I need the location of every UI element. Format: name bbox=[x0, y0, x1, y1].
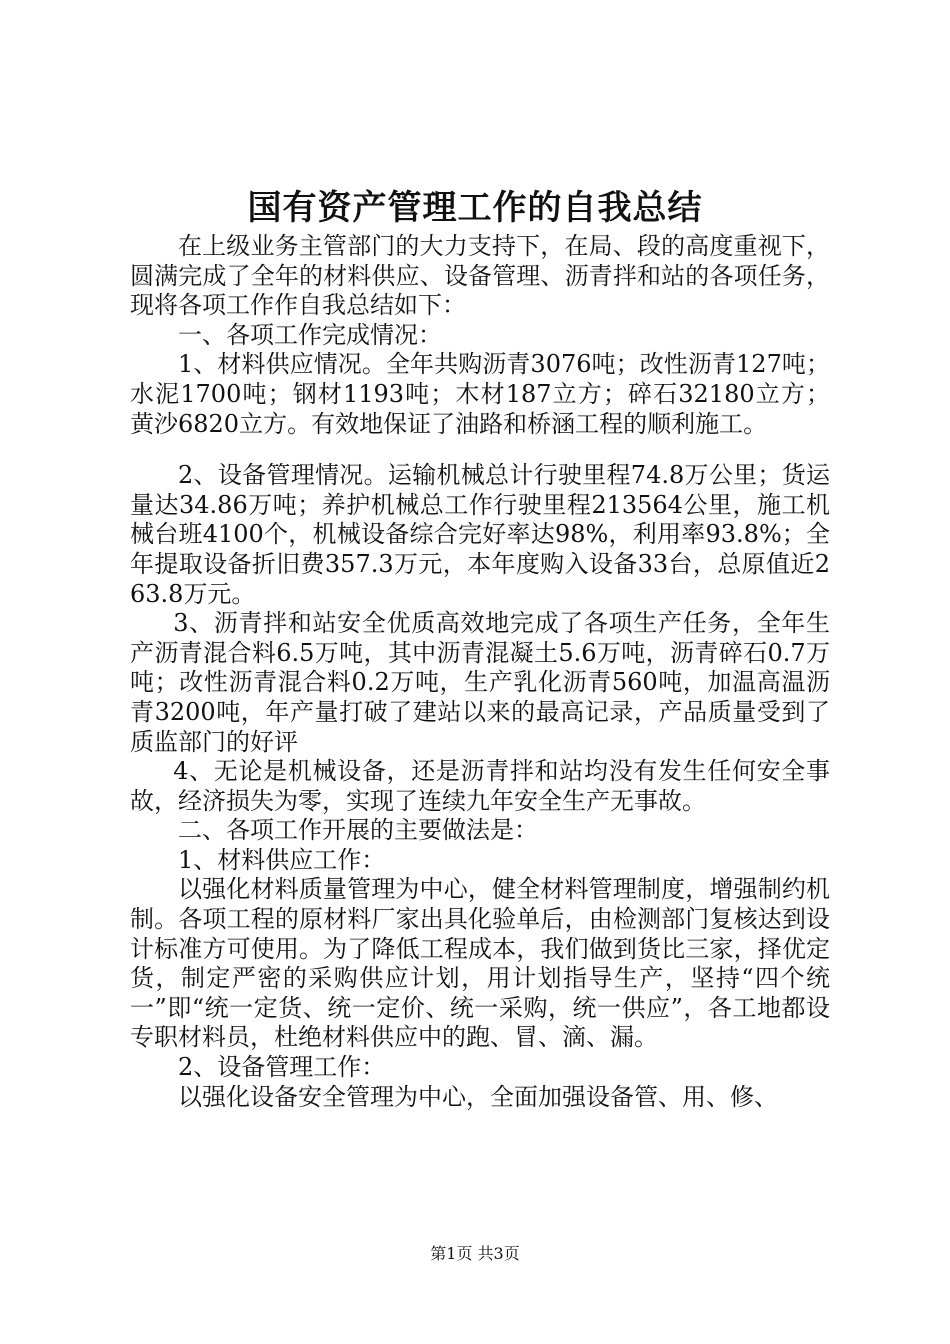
paragraph-equipment-management: 2、设备管理情况。运输机械总计行驶里程74.8万公里；货运量达34.86万吨；养护机械总工作行驶里程213564公里，施工机械台班4100个，机械设备综合完好率达98%，利用率93.8%；全年提取设备折旧费357.3万元，本年度购入设备33台，总原值近263.8万元。 bbox=[130, 461, 830, 608]
paragraph-equipment-work: 以强化设备安全管理为中心，全面加强设备管、用、修、 bbox=[178, 1082, 778, 1111]
document-body bbox=[130, 232, 830, 1112]
heading-section-1: 一、各项工作完成情况： bbox=[178, 320, 442, 349]
subheading-material-work: 1、材料供应工作： bbox=[178, 845, 386, 874]
page-footer: 第1页 共3页 bbox=[430, 1244, 520, 1263]
heading-section-2: 二、各项工作开展的主要做法是： bbox=[178, 816, 538, 845]
paragraph-intro: 在上级业务主管部门的大力支持下，在局、段的高度重视下，圆满完成了全年的材料供应、设备管理、沥青拌和站的各项任务，现将各项工作作自我总结如下： bbox=[130, 232, 830, 320]
paragraph-safety: 4、无论是机械设备，还是沥青拌和站均没有发生任何安全事故，经济损失为零，实现了连续九年安全生产无事故。 bbox=[130, 757, 830, 815]
paragraph-asphalt-station: 3、沥青拌和站安全优质高效地完成了各项生产任务，全年生产沥青混合料6.5万吨，其中沥青混凝土5.6万吨，沥青碎石0.7万吨；改性沥青混合料0.2万吨，生产乳化沥青560吨，加温高温沥青3200吨，年产量打破了建站以来的最高记录，产品质量受到了质监部门的好评 bbox=[130, 609, 830, 756]
paragraph-material-work: 以强化材料质量管理为中心，健全材料管理制度，增强制约机制。各项工程的原材料厂家出具化验单后，由检测部门复核达到设计标准方可使用。为了降低工程成本，我们做到货比三家，择优定货，制定严密的采购供应计划，用计划指导生产，坚持“四个统一”即“统一定货、统一定价、统一采购，统一供应”，各工地都设专职材料员，杜绝材料供应中的跑、冒、滴、漏。 bbox=[130, 875, 830, 1052]
subheading-equipment-work: 2、设备管理工作： bbox=[178, 1053, 386, 1082]
document-title: 国有资产管理工作的自我总结 bbox=[247, 188, 703, 228]
paragraph-material-supply: 1、材料供应情况。全年共购沥青3076吨；改性沥青127吨；水泥1700吨；钢材1193吨；木材187立方；碎石32180立方；黄沙6820立方。有效地保证了油路和桥涵工程的顺利施工。 bbox=[130, 350, 830, 438]
